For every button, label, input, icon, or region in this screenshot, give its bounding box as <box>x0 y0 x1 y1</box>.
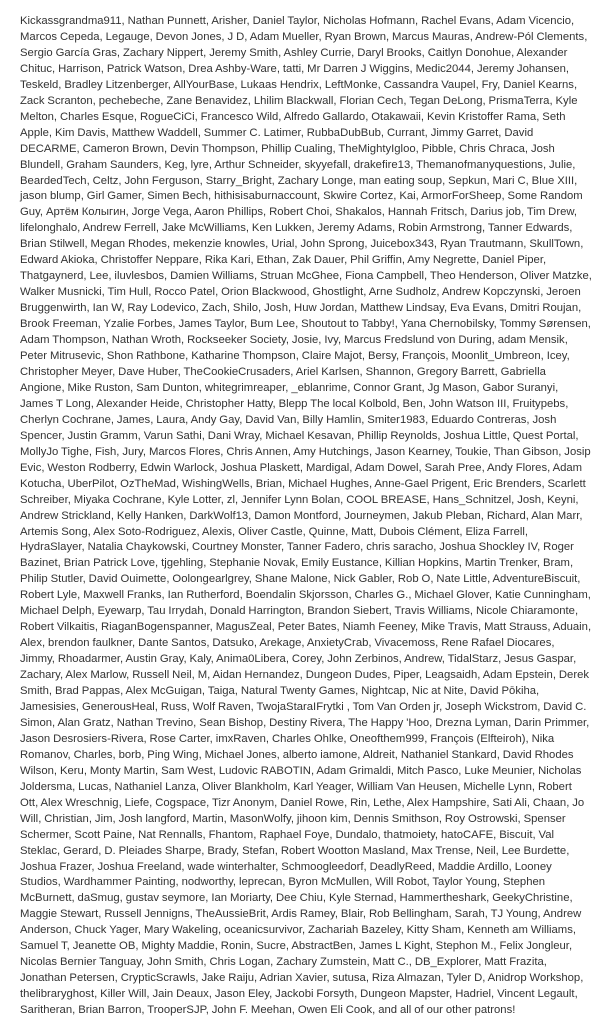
patron-list: Kickassgrandma911, Nathan Punnett, Arisher, Daniel Taylor, Nicholas Hofmann, Rachel Evans, Adam Vicencio, Marcos Cepeda, Legauge, Devon Jones, J D, Adam Mueller, Ryan Brown, Marcus Mauras, Andrew-Pól Clements, Sergio García Gras, Zachary Nippert, Jeremy Smith, Ashley Currie, Daryl Brooks, Caitlyn Donohue, Alexander Chituc, Harrison, Patrick Watson, Drea Ashby-Ware, tatti, Mr Darren J Wiggins, Medic2044, Jeremy Johansen, Teskeld, Bradley Litzenberger, AllYourBase, Lukaas Hendrix, LeftMonke, Cassandra Vaupel, Fry, Daniel Kearns, Zack Scranton, pechebeche, Zane Benavidez, Lhilim Blackwall, Florian Cech, Tegan DeLong, PrismaTerra, Kyle Melton, Charles Esque, RogueCiCi, Francesco Wild, Alfredo Gallardo, Otakawaii, Kevin Kristoffer Rama, Seth Apple, Kim Davis, Matthew Waddell, Summer C. Latimer, RubbaDubBub, Currant, Jimmy Garret, David DECARME, Cameron Brown, Devin Thompson, Phillip Cualing, TheMightyIgloo, Pibble, Chris Chraca, Josh Blundell, Graham Saunders, Keg, lyre, Arthur Schneider, skyyefall, drakefire13, Themanofmanyquestions, Julie, BeardedTech, Celtz, John Ferguson, Starry_Bright, Zachary Longe, man eating soup, Sepkun, Mari C, Blue XIII, jason blump, Girl Gamer, Simen Bech, hithisisaburnaccount, Skwire Cortez, Kai, ArmorForSheep, Some Random Guy, Артём Колыгин, Jorge Vega, Aaron Phillips, Robert Choi, Shakalos, Hannah Fritsch, Darius job, Tim Drew, lifelonghalo, Andrew Ferrell, Jake McWilliams, Ken Lukken, Jeremy Adams, Robin Armstrong, Tanner Edwards, Brian Stilwell, Megan Rhodes, mekenzie knowles, Urial, John Sprong, Juicebox343, Ryan Trautmann, SkullTown, Edward Akioka, Christoffer Neppare, Rika Kari, Ethan, Zak Dauer, Phil Griffin, Amy Negrette, Daniel Piper, Thatgaynerd, Lee, iluvlesbos, Damien Williams, Struan McGhee, Fiona Campbell, Theo Henderson, Oliver Matzke, Walker Musnicki, Tim Hull, Rocco Patel, Orion Blackwood, Ghostlight, Arne Sudholz, Andrew Kopczynski, Jeroen Bruggenwirth, Ian W, Ray Lodevico, Zach, Shilo, Josh, Huw Jordan, Matthew Lindsay, Eva Evans, Dmitri Roujan, Brook Freeman, Yzalie Forbes, James Taylor, Bum Lee, Shoutout to Tabby!, Yana Chernobilsky, Tommy Sørensen, Adam Thompson, Nathan Wroth, Rockseeker Society, Josie, Ivy, Marcus Fredslund von During, adam Mensik, Peter Mitrusevic, Shon Rathbone, Katharine Thompson, Claire Majot, Bersy, François, Moonlit_Umbreon, Icey, Christopher Meyer, Dave Huber, TheCookieCrusaders, Ariel Karlsen, Shannon, Gregory Barrett, Gabriella Angione, Mike Ruston, Sam Dunton, whitegrimreaper, _eblanrime, Connor Grant, Jg Mason, Gabor Suranyi, James T Long, Alexander Heide, Christopher Hatty, Blepp The local Kolbold, Ben, John Watson III, Fruitypebs, Cherlyn Cochrane, James, Laura, Andy Gay, David Van, Billy Hamlin, Smiter1983, Eduardo Contreras, Josh Spencer, Justin Gramm, Varun Sathi, Dani Wray, Michael Kesavan, Phillip Reynolds, Joshua Little, Quest Portal, MollyJo Tighe, Fish, Jury, Marcos Flores, Chris Annen, Amy Hutchings, Jason Kearney, Toukie, Than Gibson, Josip Evic, Weston Rodberry, Edwin Warlock, Joshua Plaskett, Mardigal, Adam Dowel, Sarah Pree, Andy Flores, Adam Kotucha, UberPilot, OzTheMad, WishingWells, Brian, Michael Hughes, Anne-Gael Prigent, Eric Brenders, Scarlett Schreiber, Miyaka Cochrane, Kyle Lotter, zl, Jennifer Lynn Bolan, COOL BREASE, Hans_Schnitzel, Josh, Keyni, Andrew Strickland, Kelly Hanken, DarkWolf13, Damon Montford, Journeymen, Jakub Pleban, Richard, Alan Marr, Artemis Song, Alex Soto-Rodriguez, Alexis, Oliver Castle, Quinne, Matt, Dubois Clément, Eliza Farrell, HydraSlayer, Natalia Chaykowski, Courtney Monster, Tanner Fadero, chris saracho, Joshua Shockley IV, Roger Bazinet, Brian Patrick Love, tjgehling, Stephanie Novak, Emily Eustance, Killian Hopkins, Martin Trenker, Bram, Philip Stutler, David Ouimette, Oolongearlgrey, Shane Malone, Nick Gabler, Rob O, Nate Little, AdventureBiscuit, Robert Lyle, Maxwell Franks, Ian Rutherford, Boendalin Skjorsson, Charles G., Michael Glover, Katie Cunningham, Michael Delph, Eyewarp, Tau Irrydah, Donald Harrington, Brandon Siebert, Travis Williams, Nicole Chiaramonte, Robert Vilkaitis, RiaganBogenspanner, MagusZeal, Peter Bates, Niamh Feeney, Mike Travis, Matt Strauss, Aduain, Alex, brendon faulkner, Dante Santos, Datsuko, Arekage, AnxietyCrab, Vivacemoss, Rene Rafael Diocares, Jimmy, Rhoadarmer, Austin Gray, Kaly, Anima0Libera, Corey, John Zerbinos, Andrew, TidalStarz, Jesus Gaspar, Zachary, Alex Marlow, Russell Neil, M, Aidan Hernandez, Dungeon Dudes, Piper, Leagsaidh, Adam Epstein, Derek Smith, Brad Pappas, Alex McGuigan, Taiga, Natural Twenty Games, Nightcap, Nic at Nite, David Pōkiha, Jamesisies, GenerousHeal, Russ, Wolf Raven, TwojaStaraIFrytki , Tom Van Orden jr, Joseph Wickstrom, David C. Simon, Alan Gratz, Nathan Trevino, Sean Bishop, Destiny Rivera, The Happy 'Hoo, Drezna Lyman, Darin Primmer, Jason Desrosiers-Rivera, Rose Carter, imxRaven, Charles Ohlke, Oneofthem999, François (Elfteiroh), Nika Romanov, Charles, borb, Ping Wing, Michael Jones, alberto iamone, Aldreit, Nathaniel Stankard, David Rhodes Wilson, Keru, Monty Martin, Sam West, Ludovic RABOTIN, Adam Grimaldi, Mitch Pasco, Luke Meunier, Nicholas Joldersma, Lucas, Nathaniel Lanza, Oliver Blankholm, Karl Yeager, William Van Heusen, Michelle Lynn, Robert Ott, Alex Wreschnig, Liefe, Cogspace, Tizr Anonym, Daniel Rowe, Rin, Lethe, Alex Hampshire, Sati Ali, Chaan, Jo Will, Christian, Jim, Josh langford, Martin, MasonWolfy, jihoon kim, Dennis Smithson, Roy Ostrowski, Spenser Schermer, Scott Paine, Nat Rennalls, Fhantom, Raphael Foye, Dundalo, thatmoiety, hatoCAFE, Biscuit, Val Steklac, Gerard, D. Pleiades Sharpe, Brady, Stefan, Robert Wootton Masland, Max Trense, Neil, Lee Burdette, Joshua Frazer, Joshua Freeland, wade winterhalter, Schmoogleedorf, DeadlyReed, Maddie Ardillo, Looney Studios, Wardhammer Painting, nodworthy, leprecan, Byron McMullen, Will Robot, Taylor Young, Stephen McBurnett, daSmug, gustav seymore, Ian Moriarty, Dee Chiu, Kyle Sternad, Hammertheshark, GeekyChristine, Maggie Stewart, Russell Jennigns, TheAussieBrit, Ardis Ramey, Blair, Rob Bellingham, Sarah, TJ Young, Andrew Anderson, Chuck Yager, Mary Wakeling, oceanicsurvivor, Zachariah Bazeley, Kitty Sham, Kenneth am Williams, Samuel T, Jeanette OB, Mighty Maddie, Ronin, Sucre, AbstractBen, James L Kight, Stephon M., Felix Jongleur, Nicolas Bernier Tanguay, John Smith, Chris Logan, Zachary Zumstein, Matt C., DB_Explorer, Matt Frazita, Jonathan Petersen, CrypticScrawls, Jake Raiju, Adrian Xavier, sutusa, Riza Almazan, Tyler D, Anidrop Workshop, thelibraryghost, Killer Will, Jain Deaux, Jason Eley, Jackobi Forsyth, Dungeon Mapster, Hadriel, Vincent Legault, Saritheran, Brian Barron, TrooperSJP, John F. Meehan, Owen Eli Cook, and all of our other patrons! <box>20 15 592 1017</box>
